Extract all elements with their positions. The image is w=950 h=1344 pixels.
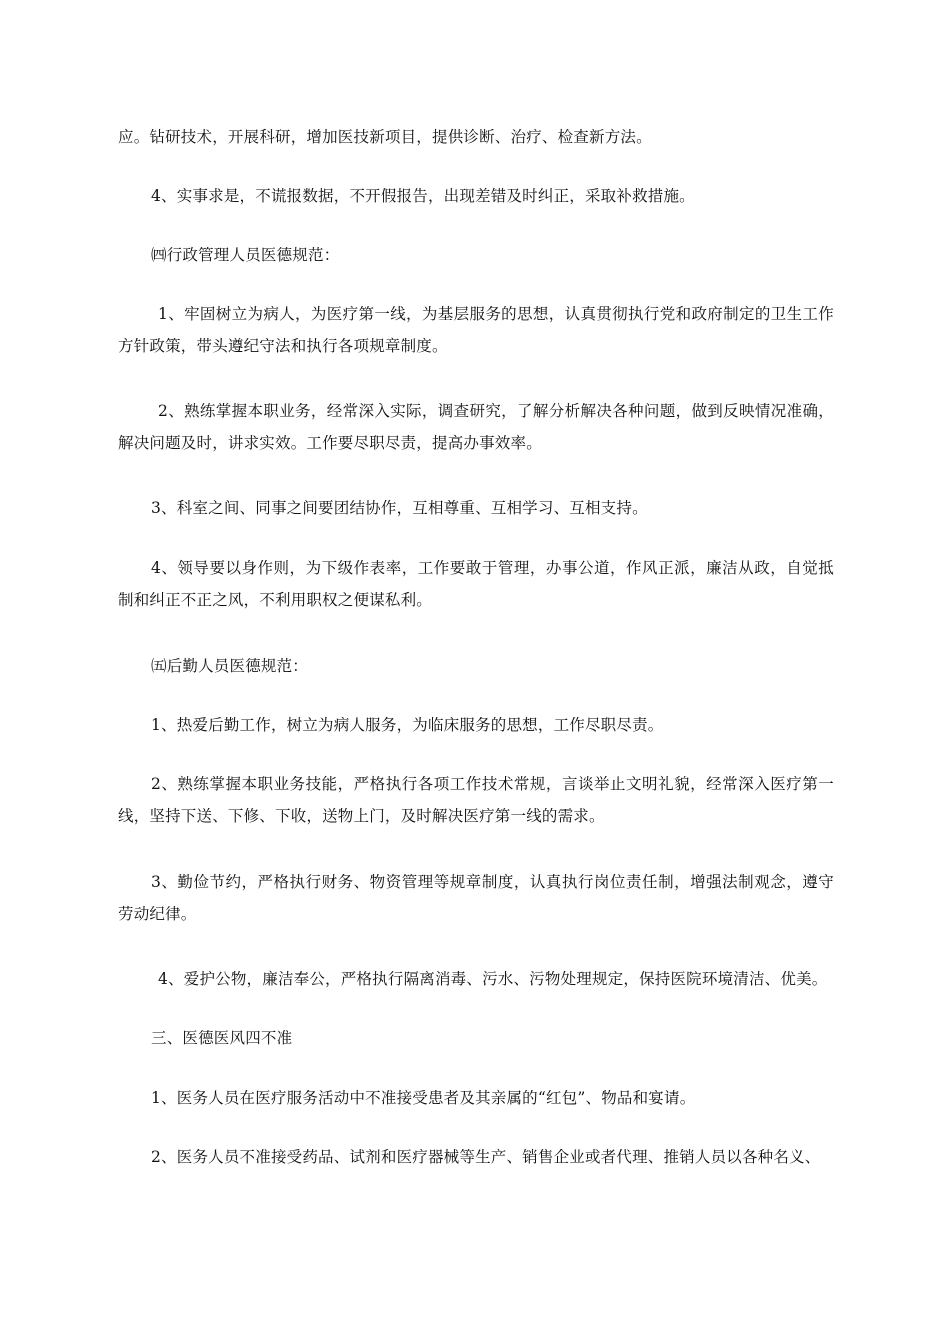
paragraph-logistics-4: 4、爱护公物，廉洁奉公，严格执行隔离消毒、污水、污物处理规定，保持医院环境清洁、优美。: [158, 970, 828, 988]
paragraph-admin-2: 2、熟练掌握本职业务，经常深入实际，调查研究，了解分析解决各种问题，做到反映情况准确，解决问题及时，讲求实效。工作要尽职尽责，提高办事效率。: [118, 402, 834, 452]
section-heading-logistics: ㈤后勤人员医德规范：: [151, 657, 309, 675]
paragraph-continuation: 应。钻研技术，开展科研，增加医技新项目，提供诊断、治疗、检查新方法。: [118, 128, 652, 146]
paragraph-admin-4: 4、领导要以身作则，为下级作表率，工作要敢于管理，办事公道，作风正派，廉洁从政，自觉抵制和纠正不正之风，不利用职权之便谋私利。: [118, 559, 834, 609]
section-heading-admin: ㈣行政管理人员医德规范：: [151, 246, 340, 264]
paragraph-admin-1: 1、牢固树立为病人，为医疗第一线，为基层服务的思想，认真贯彻执行党和政府制定的卫生工作方针政策，带头遵纪守法和执行各项规章制度。: [118, 305, 834, 355]
paragraph-logistics-2: 2、熟练掌握本职业务技能，严格执行各项工作技术常规，言谈举止文明礼貌，经常深入医疗第一线，坚持下送、下修、下收，送物上门，及时解决医疗第一线的需求。: [118, 775, 834, 825]
section-heading-four-prohibitions: 三、医德医风四不准: [151, 1029, 293, 1047]
paragraph-logistics-1: 1、热爱后勤工作，树立为病人服务，为临床服务的思想，工作尽职尽责。: [151, 716, 664, 734]
paragraph-logistics-3: 3、勤俭节约，严格执行财务、物资管理等规章制度，认真执行岗位责任制，增强法制观念，遵守劳动纪律。: [118, 873, 834, 923]
paragraph-prohibition-1: 1、医务人员在医疗服务活动中不准接受患者及其亲属的“红包”、物品和宴请。: [151, 1089, 696, 1107]
paragraph-admin-3: 3、科室之间、同事之间要团结协作，互相尊重、互相学习、互相支持。: [151, 499, 648, 517]
paragraph-item-4: 4、实事求是，不谎报数据，不开假报告，出现差错及时纠正，采取补救措施。: [151, 187, 695, 205]
paragraph-prohibition-2: 2、医务人员不准接受药品、试剂和医疗器械等生产、销售企业或者代理、推销人员以各种名义、: [151, 1148, 821, 1166]
